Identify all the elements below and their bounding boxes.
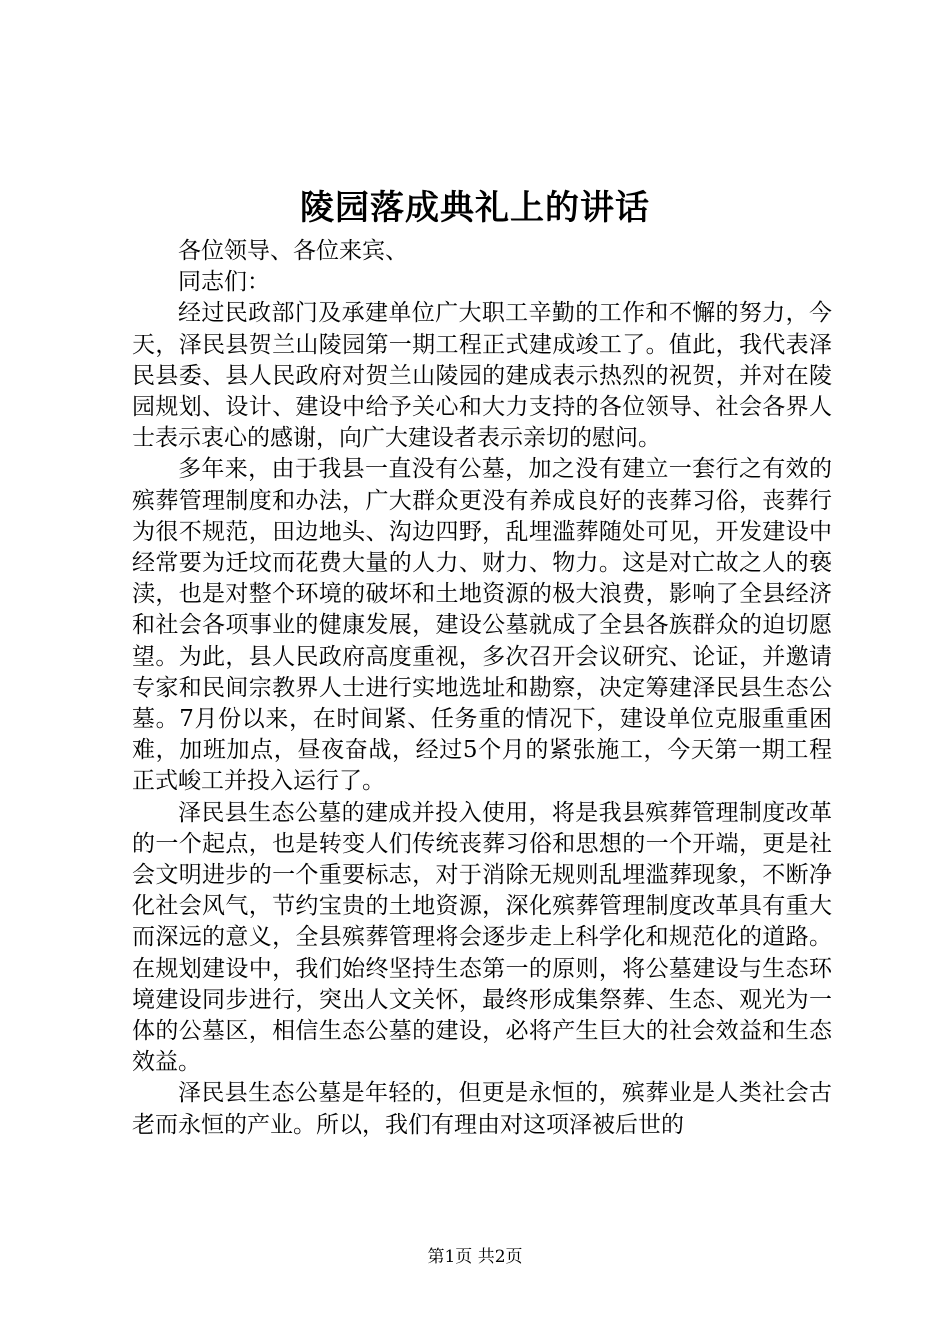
document-title: 陵园落成典礼上的讲话: [300, 188, 650, 228]
body-paragraph: 泽民县生态公墓的建成并投入使用，将是我县殡葬管理制度改革的一个起点，也是转变人们传统丧葬习俗和思想的一个开端，更是社会文明进步的一个重要标志，对于消除无规则乱埋滥葬现象，不断净化社会风气，节约宝贵的土地资源，深化殡葬管理制度改革具有重大而深远的意义，全县殡葬管理将会逐步走上科学化和规范化的道路。在规划建设中，我们始终坚持生态第一的原则，将公墓建设与生态环境建设同步进行，突出人文关怀，最终形成集祭葬、生态、观光为一体的公墓区，相信生态公墓的建设，必将产生巨大的社会效益和生态效益。: [132, 799, 832, 1076]
document-body: [132, 236, 832, 1141]
page-number-footer: 第1页 共2页: [427, 1247, 523, 1267]
body-paragraph: 多年来，由于我县一直没有公墓，加之没有建立一套行之有效的殡葬管理制度和办法，广大群众更没有养成良好的丧葬习俗，丧葬行为很不规范，田边地头、沟边四野，乱埋滥葬随处可见，开发建设中经常要为迁坟而花费大量的人力、财力、物力。这是对亡故之人的亵渎，也是对整个环境的破坏和土地资源的极大浪费，影响了全县经济和社会各项事业的健康发展，建设公墓就成了全县各族群众的迫切愿望。为此，县人民政府高度重视，多次召开会议研究、论证，并邀请专家和民间宗教界人士进行实地选址和勘察，决定筹建泽民县生态公墓。7月份以来，在时间紧、任务重的情况下，建设单位克服重重困难，加班加点，昼夜奋战，经过5个月的紧张施工，今天第一期工程正式峻工并投入运行了。: [132, 456, 832, 795]
salutation-line: 同志们：: [178, 269, 270, 296]
salutation-line: 各位领导、各位来宾、: [178, 238, 408, 264]
body-paragraph: 泽民县生态公墓是年轻的，但更是永恒的，殡葬业是人类社会古老而永恒的产业。所以，我们有理由对这项泽被后世的: [132, 1080, 832, 1138]
body-paragraph: 经过民政部门及承建单位广大职工辛勤的工作和不懈的努力，今天，泽民县贺兰山陵园第一期工程正式建成竣工了。值此，我代表泽民县委、县人民政府对贺兰山陵园的建成表示热烈的祝贺，并对在陵园规划、设计、建设中给予关心和大力支持的各位领导、社会各界人士表示衷心的感谢，向广大建设者表示亲切的慰问。: [132, 300, 832, 452]
